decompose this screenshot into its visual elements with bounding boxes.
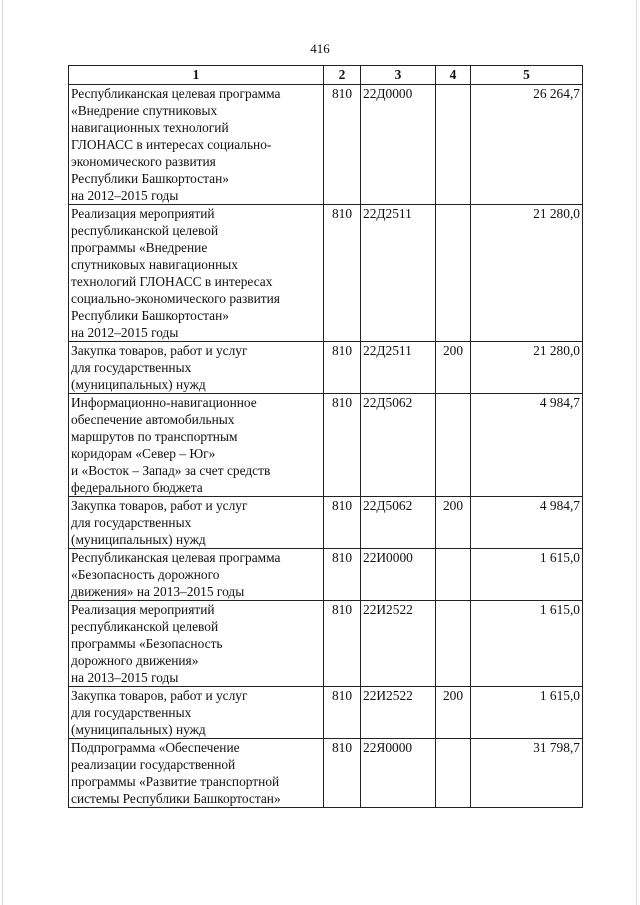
- row-type-cell: [436, 739, 471, 808]
- row-name-line: (муниципальных) нужд: [71, 377, 206, 392]
- budget-table: [68, 65, 583, 808]
- row-name-line: на 2012–2015 годы: [71, 188, 179, 203]
- row-name-line: Подпрограмма «Обеспечение: [71, 740, 240, 755]
- row-type-cell: [436, 85, 471, 205]
- row-type-cell: [436, 549, 471, 601]
- table-row: [69, 739, 583, 808]
- row-name-line: на 2012–2015 годы: [71, 325, 179, 340]
- row-code-cell: 810: [324, 497, 361, 549]
- row-sum-cell: 4 984,7: [471, 394, 583, 497]
- table-row: [69, 601, 583, 687]
- row-name-line: на 2013–2015 годы: [71, 670, 179, 685]
- row-sum-cell: 4 984,7: [471, 497, 583, 549]
- row-target-cell: 22И2522: [361, 687, 436, 739]
- row-target-cell: 22И0000: [361, 549, 436, 601]
- scan-edge-right: [636, 0, 637, 905]
- row-name-line: Республиканская целевая программа: [71, 86, 281, 101]
- page-number: 416: [310, 41, 330, 56]
- row-name-line: республиканской целевой: [71, 223, 219, 238]
- row-name-line: маршрутов по транспортным: [71, 429, 238, 444]
- row-type-cell: 200: [436, 342, 471, 394]
- row-name-line: программы «Безопасность: [71, 636, 223, 651]
- row-name-line: движения» на 2013–2015 годы: [71, 584, 245, 599]
- row-target-cell: 22Д2511: [361, 342, 436, 394]
- row-target-cell: 22Д5062: [361, 497, 436, 549]
- table-row: [69, 394, 583, 497]
- column-header-1: 1: [69, 66, 324, 85]
- row-type-cell: [436, 205, 471, 342]
- row-name-line: «Внедрение спутниковых: [71, 103, 218, 118]
- row-target-cell: 22Я0000: [361, 739, 436, 808]
- row-sum-cell: 1 615,0: [471, 549, 583, 601]
- row-name-line: федерального бюджета: [71, 480, 203, 495]
- row-name-line: для государственных: [71, 360, 192, 375]
- row-code-cell: 810: [324, 549, 361, 601]
- row-name-line: Республики Башкортостан»: [71, 171, 229, 186]
- row-name-line: «Безопасность дорожного: [71, 567, 220, 582]
- table-row: [69, 342, 583, 394]
- row-name-line: системы Республики Башкортостан»: [71, 791, 281, 806]
- row-name-line: Информационно-навигационное: [71, 395, 257, 410]
- row-sum-cell: 1 615,0: [471, 687, 583, 739]
- row-name-cell: [69, 601, 324, 687]
- row-name-line: республиканской целевой: [71, 619, 219, 634]
- row-name-line: спутниковых навигационных: [71, 257, 238, 272]
- header-row: [69, 66, 583, 85]
- row-name-line: Закупка товаров, работ и услуг: [71, 343, 248, 358]
- row-name-line: (муниципальных) нужд: [71, 532, 206, 547]
- row-target-cell: 22Д2511: [361, 205, 436, 342]
- row-name-cell: [69, 394, 324, 497]
- row-name-cell: [69, 497, 324, 549]
- row-name-cell: [69, 549, 324, 601]
- row-sum-cell: 21 280,0: [471, 205, 583, 342]
- row-code-cell: 810: [324, 687, 361, 739]
- row-name-line: дорожного движения»: [71, 653, 199, 668]
- row-name-line: (муниципальных) нужд: [71, 722, 206, 737]
- row-target-cell: 22И2522: [361, 601, 436, 687]
- column-header-2: 2: [324, 66, 361, 85]
- table-row: [69, 549, 583, 601]
- table-row: [69, 205, 583, 342]
- table-row: [69, 687, 583, 739]
- row-name-line: для государственных: [71, 705, 192, 720]
- row-name-line: Реализация мероприятий: [71, 206, 215, 221]
- column-header-5: 5: [471, 66, 583, 85]
- row-code-cell: 810: [324, 601, 361, 687]
- row-code-cell: 810: [324, 739, 361, 808]
- row-name-cell: [69, 85, 324, 205]
- scan-edge-left: [2, 0, 3, 905]
- row-sum-cell: 31 798,7: [471, 739, 583, 808]
- row-name-cell: [69, 739, 324, 808]
- row-name-cell: [69, 205, 324, 342]
- row-type-cell: 200: [436, 687, 471, 739]
- table-body: [69, 85, 583, 808]
- row-name-line: реализации государственной: [71, 757, 236, 772]
- row-name-line: и «Восток – Запад» за счет средств: [71, 463, 271, 478]
- row-name-line: экономического развития: [71, 154, 216, 169]
- row-sum-cell: 21 280,0: [471, 342, 583, 394]
- row-target-cell: 22Д0000: [361, 85, 436, 205]
- row-code-cell: 810: [324, 85, 361, 205]
- row-type-cell: [436, 601, 471, 687]
- row-name-line: ГЛОНАСС в интересах социально-: [71, 137, 272, 152]
- row-name-line: для государственных: [71, 515, 192, 530]
- row-type-cell: 200: [436, 497, 471, 549]
- row-name-line: обеспечение автомобильных: [71, 412, 235, 427]
- column-header-4: 4: [436, 66, 471, 85]
- row-name-line: Республиканская целевая программа: [71, 550, 281, 565]
- row-name-line: навигационных технологий: [71, 120, 229, 135]
- row-name-line: Закупка товаров, работ и услуг: [71, 688, 248, 703]
- row-code-cell: 810: [324, 342, 361, 394]
- row-target-cell: 22Д5062: [361, 394, 436, 497]
- row-name-line: технологий ГЛОНАСС в интересах: [71, 274, 273, 289]
- row-code-cell: 810: [324, 205, 361, 342]
- row-name-line: Реализация мероприятий: [71, 602, 215, 617]
- row-code-cell: 810: [324, 394, 361, 497]
- row-name-line: Республики Башкортостан»: [71, 308, 229, 323]
- row-name-line: программы «Внедрение: [71, 240, 208, 255]
- table-row: [69, 497, 583, 549]
- row-name-cell: [69, 687, 324, 739]
- table-header: [69, 66, 583, 85]
- row-name-line: Закупка товаров, работ и услуг: [71, 498, 248, 513]
- table-row: [69, 85, 583, 205]
- row-type-cell: [436, 394, 471, 497]
- row-name-cell: [69, 342, 324, 394]
- row-name-line: коридорам «Север – Юг»: [71, 446, 216, 461]
- row-name-line: программы «Развитие транспортной: [71, 774, 280, 789]
- row-sum-cell: 1 615,0: [471, 601, 583, 687]
- row-sum-cell: 26 264,7: [471, 85, 583, 205]
- row-name-line: социально-экономического развития: [71, 291, 280, 306]
- column-header-3: 3: [361, 66, 436, 85]
